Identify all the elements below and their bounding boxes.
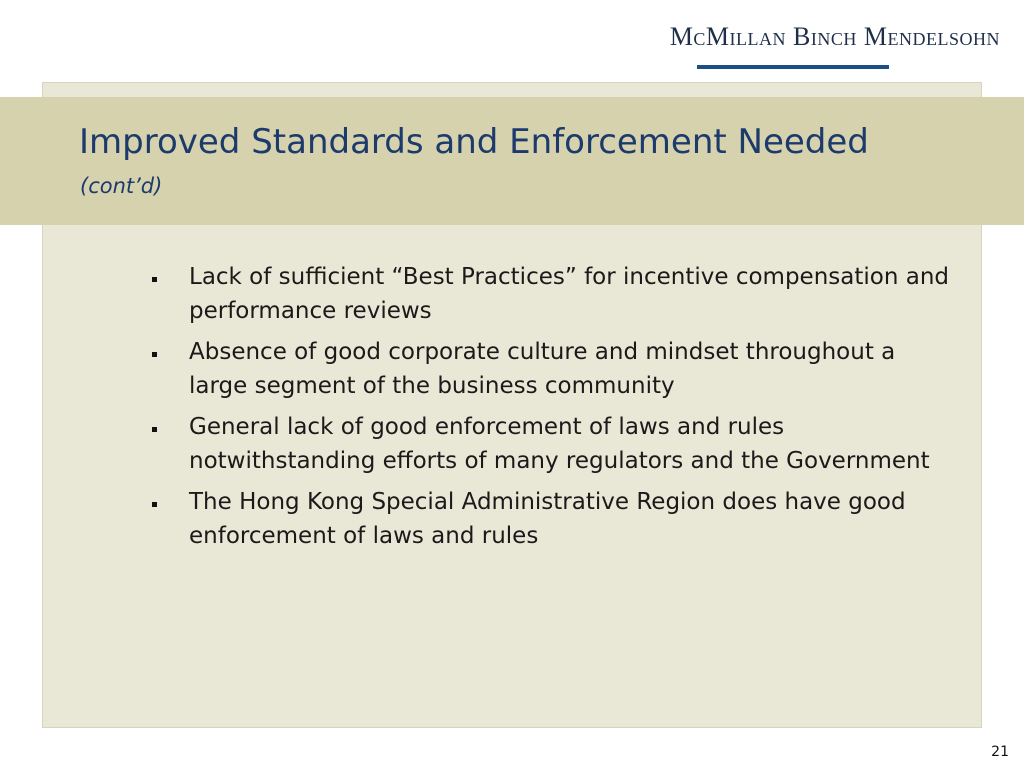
square-bullet-icon bbox=[152, 277, 157, 282]
bullet-item bbox=[150, 485, 950, 553]
bullet-text: Lack of sufficient “Best Practices” for incentive compensation and performance reviews bbox=[189, 264, 949, 324]
slide-subtitle: (cont’d) bbox=[80, 174, 163, 198]
bullet-text: The Hong Kong Special Administrative Region does have good enforcement of laws and rules bbox=[189, 489, 906, 549]
bullet-item bbox=[150, 335, 950, 403]
slide-title: Improved Standards and Enforcement Needed bbox=[79, 122, 869, 162]
bullet-item bbox=[150, 410, 950, 478]
square-bullet-icon bbox=[152, 427, 157, 432]
bullet-item bbox=[150, 260, 950, 328]
page-number: 21 bbox=[991, 744, 1009, 760]
bullet-list bbox=[150, 260, 950, 560]
square-bullet-icon bbox=[152, 502, 157, 507]
bullet-text: Absence of good corporate culture and mindset throughout a large segment of the business community bbox=[189, 339, 896, 399]
bullet-text: General lack of good enforcement of laws and rules notwithstanding efforts of many regulators and the Government bbox=[189, 414, 930, 474]
square-bullet-icon bbox=[152, 352, 157, 357]
logo-underline bbox=[697, 65, 889, 69]
firm-logo: McMillan Binch Mendelsohn bbox=[669, 22, 1000, 51]
